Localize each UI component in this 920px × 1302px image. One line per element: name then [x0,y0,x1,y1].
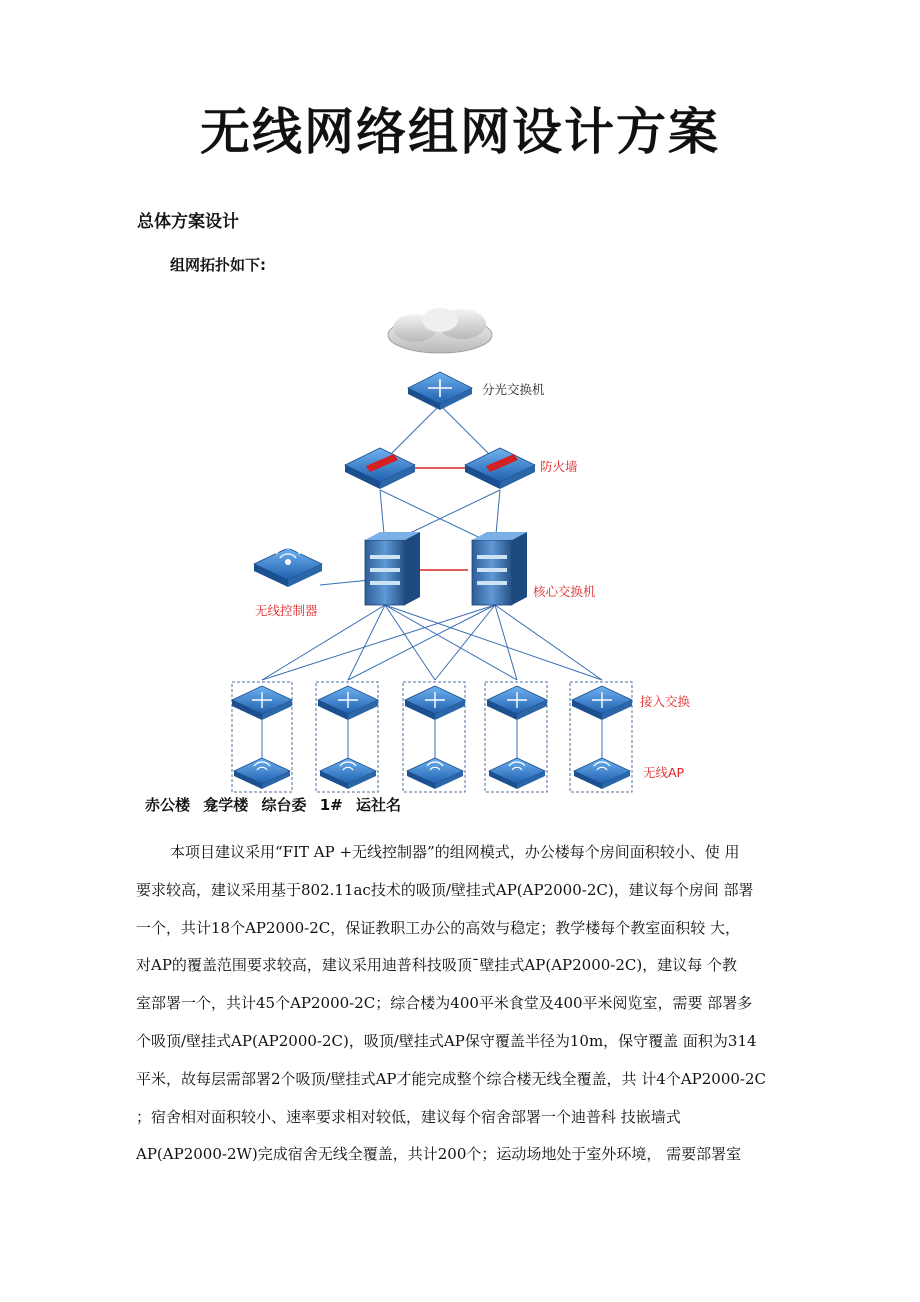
section-heading: 总体方案设计 [137,212,239,232]
core-switch-left-icon [365,532,420,605]
sub-heading: 组网拓扑如下: [170,256,266,274]
firewall-left-icon [345,448,415,489]
network-topology-diagram [200,300,720,800]
cloud-icon [388,308,492,353]
wireless-controller-icon [254,548,322,587]
wireless-controller-label: 无线控制器 [255,603,318,618]
firewall-right-icon [465,448,535,489]
caption-item: 赤公楼 [145,796,191,814]
caption-item: 综台委 [261,796,307,814]
document-title: 无线网络组网设计方案 [200,103,720,161]
fiber-switch-label: 分光交换机 [482,382,545,397]
core-switch-right-icon [472,532,527,605]
fiber-switch-icon [408,372,472,410]
body-paragraph [136,834,790,1174]
caption-item: 运社名 [356,796,402,814]
paragraph-line: AP(AP2000-2W)完成宿舍无线全覆盖，共计200个；运动场地处于室外环境， 需要部署室 [136,1145,742,1164]
caption-item: 龛学楼 [203,796,249,814]
caption-item: 1# [319,796,343,814]
paragraph-line: 个吸顶/壁挂式AP(AP2000-2C)，吸顶/壁挂式AP保守覆盖半径为10m，保守覆盖 面积为314 [136,1031,757,1050]
paragraph-line: 平米，故每层需部署2个吸顶/壁挂式AP才能完成整个综合楼无线全覆盖，共 计4个AP2000-2C [136,1069,767,1088]
paragraph-line: 本项目建议采用“FIT AP +无线控制器”的组网模式，办公楼每个房间面积较小、使 用 [170,843,740,861]
paragraph-line: ；宿舍相对面积较小、速率要求相对较低，建议每个宿舍部署一个迪普科 技嵌墙式 [136,1107,681,1126]
wireless-ap-icons [234,758,630,789]
building-caption [145,794,409,815]
paragraph-line: 室部署一个，共计45个AP2000-2C；综合楼为400平米食堂及400平米阅览室，需要 部署多 [136,994,753,1013]
core-switch-label: 核心交换机 [533,584,596,599]
paragraph-line: 要求较高，建议采用基于802.11ac技术的吸顶/壁挂式AP(AP2000-2C)，建议每个房间 部署 [136,880,754,899]
wireless-ap-label: 无线AP [643,765,685,780]
paragraph-line: 对AP的覆盖范围要求较高，建议采用迪普科技吸顶ˉ壁挂式AP(AP2000-2C)，建议每 个教 [136,956,738,975]
paragraph-line: 一个，共计18个AP2000-2C，保证教职工办公的高效与稳定；教学楼每个教室面积较 大， [136,918,741,937]
access-switch-label: 接入交换 [640,694,691,709]
firewall-label: 防火墙 [540,459,578,474]
